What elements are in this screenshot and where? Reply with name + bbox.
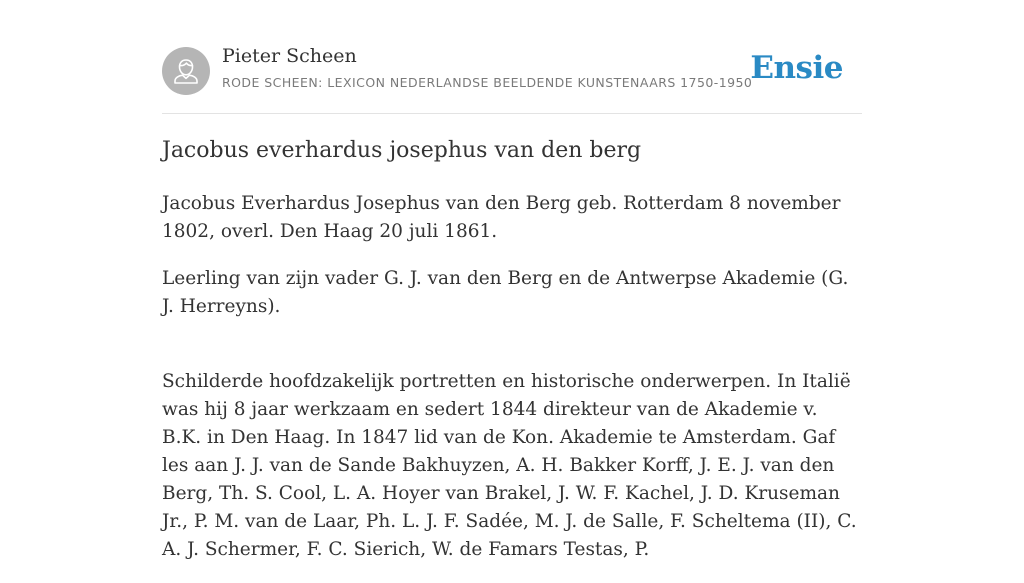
author-avatar[interactable]	[162, 47, 210, 95]
page-header	[162, 0, 862, 114]
article-paragraph-1: Jacobus Everhardus Josephus van den Berg geb. Rotterdam 8 november 1802, overl. Den Haag 20 juli 1861.	[162, 193, 841, 242]
paragraph-gap	[162, 340, 862, 368]
article-title: Jacobus everhardus josephus van den berg	[162, 138, 642, 163]
article-paragraph-3: Schilderde hoofdzakelijk portretten en historische onderwerpen. In Italië was hij 8 jaar werkzaam en sedert 1844 direkteur van de Akademie v. B.K. in Den Haag. In 1847 lid van de Kon. Akademie te Amsterdam. Gaf les aan J. J. van de Sande Bakhuyzen, A. H. Bakker Korff, J. E. J. van den Berg, Th. S. Cool, L. A. Hoyer van Brakel, J. W. F. Kachel, J. D. Kruseman Jr., P. M. van de Laar, Ph. L. J. F. Sadée, M. J. de Salle, F. Scheltema (II), C. A. J. Schermer, F. C. Sierich, W. de Famars Testas, P.	[162, 371, 857, 560]
author-name[interactable]: Pieter Scheen	[222, 45, 357, 67]
article-paragraph-2: Leerling van zijn vader G. J. van den Berg en de Antwerpse Akademie (G. J. Herreyns).	[162, 268, 849, 317]
source-title[interactable]: RODE SCHEEN: LEXICON NEDERLANDSE BEELDENDE KUNSTENAARS 1750-1950	[222, 75, 753, 90]
ensie-logo[interactable]: Ensie	[750, 50, 843, 86]
article-body	[162, 190, 862, 583]
content-container	[162, 0, 862, 560]
user-icon	[162, 47, 210, 95]
